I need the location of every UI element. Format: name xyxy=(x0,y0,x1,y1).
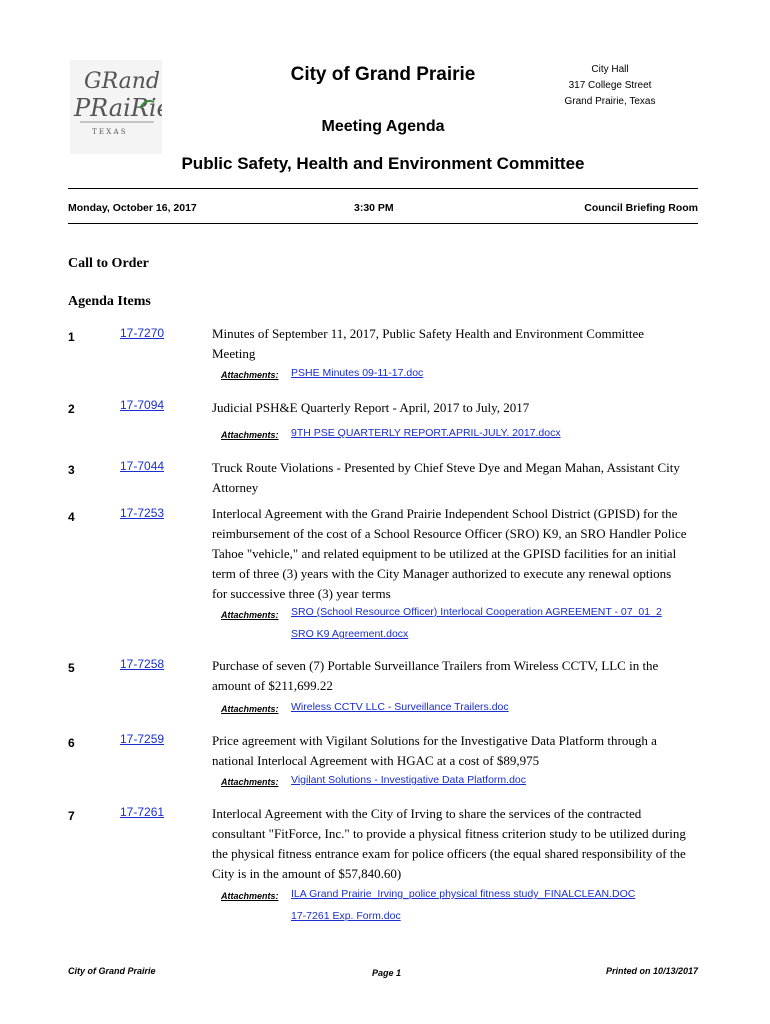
footer-page: Page 1 xyxy=(372,968,402,978)
item-number: 1 xyxy=(68,330,75,344)
city-logo xyxy=(70,60,162,154)
item-description: Interlocal Agreement with the City of Irving to share the services of the contracted consultant "FitForce, Inc." to provide a physical fitness criterion study to be utilized during the physical fitness entrance exam for police officers (the equal shared responsibility of the City is in the amount of $57,840.60) xyxy=(212,806,686,881)
meeting-location: Council Briefing Room xyxy=(584,202,698,214)
attachment-link[interactable]: PSHE Minutes 09-11-17.doc xyxy=(291,367,424,379)
footer-city: City of Grand Prairie xyxy=(68,966,156,976)
file-number-link[interactable]: 17-7044 xyxy=(120,459,165,473)
header-divider xyxy=(68,188,698,189)
attachment-link[interactable]: SRO (School Resource Officer) Interlocal Cooperation AGREEMENT - 07_01_2 xyxy=(291,606,662,618)
meta-divider xyxy=(68,223,698,224)
meeting-time: 3:30 PM xyxy=(354,202,394,214)
logo-line3: T E X A S xyxy=(92,128,126,136)
item-number: 3 xyxy=(68,463,75,477)
attachment-link[interactable]: ILA Grand Prairie_Irving_police physical fitness study_FINALCLEAN.DOC xyxy=(291,888,636,900)
item-number: 7 xyxy=(68,809,75,823)
call-to-order-heading: Call to Order xyxy=(68,256,149,271)
file-number-link[interactable]: 17-7270 xyxy=(120,326,165,340)
item-description: Interlocal Agreement with the Grand Prairie Independent School District (GPISD) for the reimbursement of the cost of a School Resource Officer (SRO) K9, an SRO Handler Police Tahoe "vehicle," and related equipment to be utilized at the GPISD facilities for an initial term of three (3) years with the City Manager authorized to execute any renewal options for successive three (3) year terms xyxy=(212,506,687,601)
footer-printed: Printed on 10/13/2017 xyxy=(605,966,698,976)
attachments-label: Attachments: xyxy=(221,704,279,714)
file-number-link[interactable]: 17-7261 xyxy=(120,805,165,819)
agenda-title: Meeting Agenda xyxy=(321,118,445,135)
item-description: Minutes of September 11, 2017, Public Safety Health and Environment Committee Meeting xyxy=(212,326,645,361)
agenda-items-heading: Agenda Items xyxy=(68,294,151,309)
address-block xyxy=(545,62,675,110)
city-title: City of Grand Prairie xyxy=(290,64,476,85)
file-number-link[interactable]: 17-7259 xyxy=(120,732,165,746)
file-number-link[interactable]: 17-7258 xyxy=(120,657,165,671)
attachment-link[interactable]: Wireless CCTV LLC - Surveillance Trailers.doc xyxy=(291,701,509,713)
attachments-label: Attachments: xyxy=(221,610,279,620)
item-number: 5 xyxy=(68,661,75,675)
logo-line2: PRaiRie xyxy=(74,94,162,122)
address-line: Grand Prairie, Texas xyxy=(564,96,656,107)
item-description: Judicial PSH&E Quarterly Report - April, 2017 to July, 2017 xyxy=(212,400,530,415)
attachment-link[interactable]: 9TH PSE QUARTERLY REPORT.APRIL-JULY. 2017.docx xyxy=(291,427,561,439)
attachments-label: Attachments: xyxy=(221,891,279,901)
meeting-date: Monday, October 16, 2017 xyxy=(68,202,197,214)
file-number-link[interactable]: 17-7094 xyxy=(120,398,165,412)
item-description: Truck Route Violations - Presented by Chief Steve Dye and Megan Mahan, Assistant City Attorney xyxy=(212,460,680,495)
attachment-link[interactable]: 17-7261 Exp. Form.doc xyxy=(291,910,401,922)
attachments-label: Attachments: xyxy=(221,777,279,787)
grand-prairie-logo-icon xyxy=(70,60,162,154)
item-number: 2 xyxy=(68,402,75,416)
file-number-link[interactable]: 17-7253 xyxy=(120,506,165,520)
item-number: 4 xyxy=(68,510,75,524)
attachments-label: Attachments: xyxy=(221,370,279,380)
logo-line1: GRand xyxy=(84,69,161,94)
item-description: Price agreement with Vigilant Solutions for the Investigative Data Platform through a national Interlocal Agreement with HGAC at a cost of $89,975 xyxy=(212,733,657,768)
item-number: 6 xyxy=(68,736,75,750)
item-description: Purchase of seven (7) Portable Surveillance Trailers from Wireless CCTV, LLC in the amount of $211,699.22 xyxy=(212,658,659,693)
attachment-link[interactable]: Vigilant Solutions - Investigative Data Platform.doc xyxy=(291,774,527,786)
attachments-label: Attachments: xyxy=(221,430,279,440)
address-line: City Hall xyxy=(591,64,629,75)
committee-title: Public Safety, Health and Environment Committee xyxy=(181,154,585,173)
attachment-link[interactable]: SRO K9 Agreement.docx xyxy=(291,628,409,640)
address-line: 317 College Street xyxy=(568,80,652,91)
